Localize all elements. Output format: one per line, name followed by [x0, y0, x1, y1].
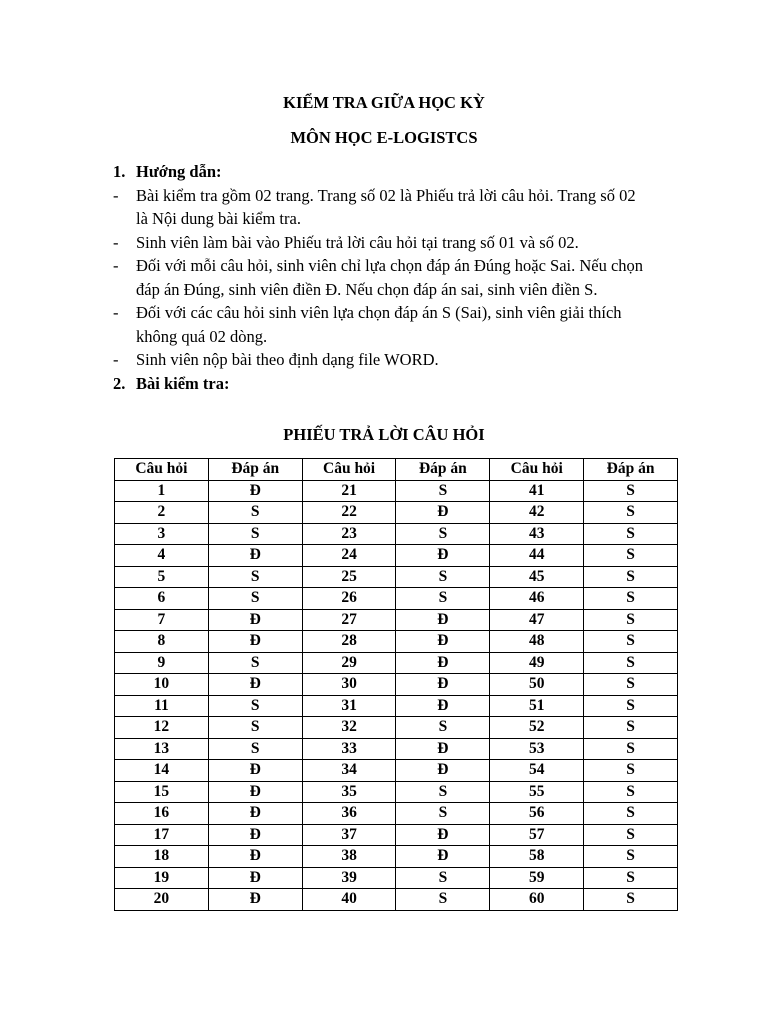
answer-value-cell: S: [208, 588, 302, 610]
question-number-cell: 3: [115, 523, 209, 545]
question-number-cell: 57: [490, 824, 584, 846]
answer-value-cell: Đ: [396, 738, 490, 760]
question-number-cell: 2: [115, 502, 209, 524]
header-question-2: Câu hỏi: [302, 459, 396, 481]
instruction-item-line: [113, 254, 693, 278]
table-row: [115, 588, 678, 610]
bullet-dash: -: [113, 185, 119, 205]
question-number-cell: 19: [115, 867, 209, 889]
answer-value-cell: S: [584, 566, 678, 588]
question-number-cell: 60: [490, 889, 584, 911]
question-number-cell: 15: [115, 781, 209, 803]
question-number-cell: 43: [490, 523, 584, 545]
answer-value-cell: Đ: [396, 760, 490, 782]
table-row: [115, 846, 678, 868]
instruction-text: đáp án Đúng, sinh viên điền Đ. Nếu chọn đáp án sai, sinh viên điền S.: [136, 279, 598, 299]
question-number-cell: 32: [302, 717, 396, 739]
answer-value-cell: Đ: [396, 674, 490, 696]
question-number-cell: 4: [115, 545, 209, 567]
answer-value-cell: S: [584, 631, 678, 653]
answer-value-cell: Đ: [396, 609, 490, 631]
question-number-cell: 55: [490, 781, 584, 803]
question-number-cell: 59: [490, 867, 584, 889]
table-row: [115, 523, 678, 545]
section-1-heading: [113, 160, 693, 184]
question-number-cell: 35: [302, 781, 396, 803]
section-2-heading: [113, 372, 693, 396]
answer-value-cell: S: [584, 867, 678, 889]
answer-value-cell: Đ: [208, 889, 302, 911]
answer-value-cell: S: [584, 738, 678, 760]
question-number-cell: 7: [115, 609, 209, 631]
instruction-item-line: [113, 348, 693, 372]
instruction-text: Sinh viên làm bài vào Phiếu trả lời câu hỏi tại trang số 01 và số 02.: [136, 232, 579, 252]
table-row: [115, 695, 678, 717]
question-number-cell: 38: [302, 846, 396, 868]
question-number-cell: 21: [302, 480, 396, 502]
question-number-cell: 1: [115, 480, 209, 502]
answer-value-cell: S: [208, 738, 302, 760]
table-row: [115, 674, 678, 696]
answer-value-cell: Đ: [208, 867, 302, 889]
table-row: [115, 480, 678, 502]
header-answer-1: Đáp án: [208, 459, 302, 481]
answer-value-cell: S: [584, 480, 678, 502]
question-number-cell: 50: [490, 674, 584, 696]
question-number-cell: 8: [115, 631, 209, 653]
bullet-dash: -: [113, 303, 119, 322]
answer-value-cell: Đ: [208, 545, 302, 567]
table-row: [115, 609, 678, 631]
table-row: [115, 631, 678, 653]
instruction-text: Bài kiểm tra gồm 02 trang. Trang số 02 là Phiếu trả lời câu hỏi. Trang số 02: [136, 185, 636, 205]
table-row: [115, 502, 678, 524]
question-number-cell: 42: [490, 502, 584, 524]
answer-table: [114, 458, 678, 911]
question-number-cell: 12: [115, 717, 209, 739]
question-number-cell: 41: [490, 480, 584, 502]
question-number-cell: 10: [115, 674, 209, 696]
document-title: KIỂM TRA GIỮA HỌC KỲ: [283, 93, 485, 112]
question-number-cell: 37: [302, 824, 396, 846]
answer-value-cell: S: [584, 695, 678, 717]
answer-value-cell: S: [584, 609, 678, 631]
question-number-cell: 29: [302, 652, 396, 674]
question-number-cell: 14: [115, 760, 209, 782]
section-1-number: 1.: [113, 162, 126, 181]
question-number-cell: 16: [115, 803, 209, 825]
answer-value-cell: Đ: [208, 846, 302, 868]
answer-value-cell: S: [584, 824, 678, 846]
table-row: [115, 545, 678, 567]
question-number-cell: 31: [302, 695, 396, 717]
header-question-3: Câu hỏi: [490, 459, 584, 481]
answer-value-cell: S: [396, 566, 490, 588]
answer-value-cell: S: [396, 523, 490, 545]
instruction-text: Đối với các câu hỏi sinh viên lựa chọn đáp án S (Sai), sinh viên giải thích: [136, 303, 622, 322]
bullet-dash: -: [113, 256, 119, 275]
answer-value-cell: S: [584, 803, 678, 825]
answer-value-cell: Đ: [208, 803, 302, 825]
question-number-cell: 45: [490, 566, 584, 588]
question-number-cell: 9: [115, 652, 209, 674]
table-row: [115, 738, 678, 760]
answer-value-cell: S: [584, 545, 678, 567]
answer-value-cell: Đ: [208, 781, 302, 803]
question-number-cell: 25: [302, 566, 396, 588]
question-number-cell: 30: [302, 674, 396, 696]
instruction-text: Sinh viên nộp bài theo định dạng file WORD.: [136, 350, 439, 369]
question-number-cell: 49: [490, 652, 584, 674]
table-row: [115, 867, 678, 889]
answer-value-cell: S: [396, 867, 490, 889]
section-2-heading-text: Bài kiểm tra:: [136, 373, 230, 393]
answer-value-cell: Đ: [396, 695, 490, 717]
question-number-cell: 28: [302, 631, 396, 653]
answer-value-cell: Đ: [396, 631, 490, 653]
answer-value-cell: S: [396, 803, 490, 825]
instruction-text: là Nội dung bài kiểm tra.: [136, 209, 301, 228]
document-subtitle: MÔN HỌC E-LOGISTCS: [290, 128, 478, 147]
instruction-item-line: [113, 325, 693, 349]
bullet-dash: -: [113, 350, 119, 369]
answer-value-cell: S: [584, 846, 678, 868]
question-number-cell: 56: [490, 803, 584, 825]
answer-sheet-title: PHIẾU TRẢ LỜI CÂU HỎI: [283, 425, 485, 444]
bullet-dash: -: [113, 232, 119, 252]
question-number-cell: 13: [115, 738, 209, 760]
question-number-cell: 18: [115, 846, 209, 868]
instructions-section: [113, 160, 693, 395]
question-number-cell: 22: [302, 502, 396, 524]
table-row: [115, 781, 678, 803]
question-number-cell: 23: [302, 523, 396, 545]
answer-value-cell: S: [584, 502, 678, 524]
header-answer-2: Đáp án: [396, 459, 490, 481]
answer-value-cell: S: [208, 695, 302, 717]
header-question-1: Câu hỏi: [115, 459, 209, 481]
instruction-text: Đối với mỗi câu hỏi, sinh viên chỉ lựa chọn đáp án Đúng hoặc Sai. Nếu chọn: [136, 256, 644, 275]
answer-value-cell: S: [584, 781, 678, 803]
question-number-cell: 58: [490, 846, 584, 868]
question-number-cell: 26: [302, 588, 396, 610]
question-number-cell: 48: [490, 631, 584, 653]
answer-value-cell: S: [396, 480, 490, 502]
answer-value-cell: Đ: [208, 609, 302, 631]
question-number-cell: 44: [490, 545, 584, 567]
answer-value-cell: S: [208, 523, 302, 545]
instruction-item-line: [113, 207, 693, 231]
answer-table-header-row: [115, 459, 678, 481]
question-number-cell: 27: [302, 609, 396, 631]
answer-value-cell: S: [584, 674, 678, 696]
question-number-cell: 52: [490, 717, 584, 739]
answer-value-cell: S: [208, 652, 302, 674]
answer-value-cell: Đ: [396, 846, 490, 868]
answer-value-cell: S: [396, 588, 490, 610]
answer-value-cell: Đ: [396, 652, 490, 674]
question-number-cell: 33: [302, 738, 396, 760]
question-number-cell: 53: [490, 738, 584, 760]
answer-value-cell: S: [584, 717, 678, 739]
question-number-cell: 40: [302, 889, 396, 911]
question-number-cell: 17: [115, 824, 209, 846]
instruction-text: không quá 02 dòng.: [136, 326, 268, 346]
instruction-list: [113, 184, 693, 372]
answer-value-cell: Đ: [208, 674, 302, 696]
table-row: [115, 889, 678, 911]
question-number-cell: 11: [115, 695, 209, 717]
question-number-cell: 51: [490, 695, 584, 717]
table-row: [115, 803, 678, 825]
answer-value-cell: S: [208, 502, 302, 524]
answer-value-cell: S: [584, 523, 678, 545]
answer-value-cell: Đ: [396, 502, 490, 524]
answer-value-cell: S: [584, 588, 678, 610]
question-number-cell: 5: [115, 566, 209, 588]
header-answer-3: Đáp án: [584, 459, 678, 481]
instruction-item-line: [113, 301, 693, 325]
answer-value-cell: Đ: [208, 480, 302, 502]
answer-value-cell: S: [584, 652, 678, 674]
instruction-item-line: [113, 184, 693, 208]
question-number-cell: 34: [302, 760, 396, 782]
question-number-cell: 24: [302, 545, 396, 567]
table-row: [115, 652, 678, 674]
table-row: [115, 824, 678, 846]
answer-value-cell: Đ: [396, 824, 490, 846]
table-row: [115, 566, 678, 588]
question-number-cell: 47: [490, 609, 584, 631]
answer-value-cell: S: [584, 889, 678, 911]
answer-value-cell: S: [584, 760, 678, 782]
answer-value-cell: S: [396, 717, 490, 739]
section-2-number: 2.: [113, 373, 126, 393]
question-number-cell: 54: [490, 760, 584, 782]
answer-value-cell: S: [396, 889, 490, 911]
table-row: [115, 760, 678, 782]
answer-value-cell: Đ: [208, 824, 302, 846]
question-number-cell: 6: [115, 588, 209, 610]
table-row: [115, 717, 678, 739]
answer-table-body: [115, 480, 678, 910]
answer-value-cell: Đ: [208, 631, 302, 653]
question-number-cell: 36: [302, 803, 396, 825]
answer-value-cell: S: [208, 566, 302, 588]
instruction-item-line: [113, 231, 693, 255]
answer-value-cell: Đ: [208, 760, 302, 782]
answer-value-cell: S: [396, 781, 490, 803]
answer-value-cell: Đ: [396, 545, 490, 567]
answer-value-cell: S: [208, 717, 302, 739]
question-number-cell: 20: [115, 889, 209, 911]
question-number-cell: 39: [302, 867, 396, 889]
instruction-item-line: [113, 278, 693, 302]
section-1-heading-text: Hướng dẫn:: [136, 162, 222, 181]
question-number-cell: 46: [490, 588, 584, 610]
